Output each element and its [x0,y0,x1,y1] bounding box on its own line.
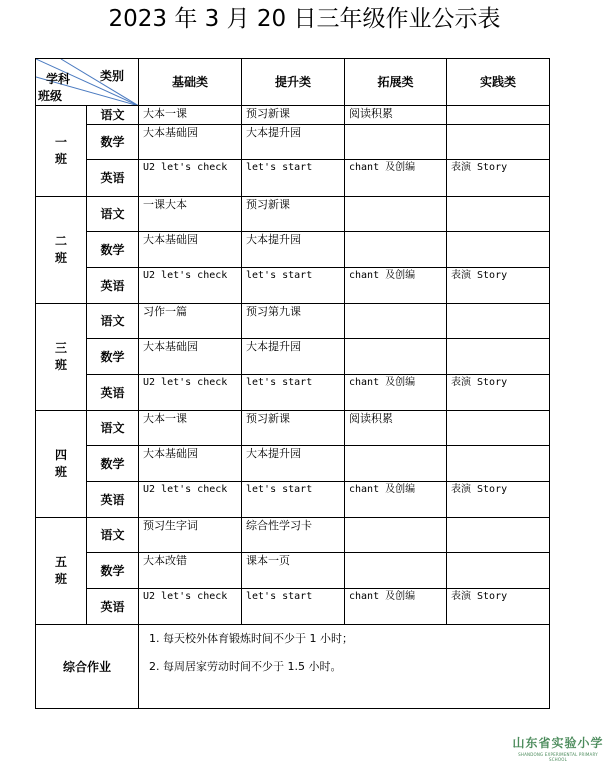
column-header-practice: 实践类 [447,59,550,106]
class-name-line1: 五 [54,555,67,569]
homework-cell [447,106,550,125]
homework-cell: 大本基础园 [139,125,242,160]
subject-cell: 英语 [87,160,139,197]
homework-cell: U2 let's check [139,268,242,304]
homework-cell: 表演 Story [447,482,550,518]
homework-cell: 阅读积累 [345,411,447,446]
homework-cell [345,553,447,589]
homework-cell: 大本提升园 [242,339,345,375]
table-row [36,125,550,160]
header-row [36,59,550,106]
subject-cell: 数学 [87,446,139,482]
class-name-line2: 班 [54,358,67,372]
table-row [36,232,550,268]
homework-cell: 习作一篇 [139,304,242,339]
homework-cell: let's start [242,160,345,197]
homework-cell: chant 及创编 [345,160,447,197]
homework-cell: 表演 Story [447,375,550,411]
homework-cell [447,446,550,482]
homework-cell [447,304,550,339]
class-name-cell [36,197,87,304]
homework-cell: 课本一页 [242,553,345,589]
subject-cell: 语文 [87,106,139,125]
column-header-improve: 提升类 [242,59,345,106]
table-row [36,268,550,304]
column-header-extend: 拓展类 [345,59,447,106]
homework-cell: 预习新课 [242,411,345,446]
table-row [36,553,550,589]
class-name-cell [36,304,87,411]
school-logo-text: 山东省实验小学 [512,736,604,750]
column-header-basic: 基础类 [139,59,242,106]
summary-content [139,625,550,709]
table-row [36,411,550,446]
summary-item: 1. 每天校外体育锻炼时间不少于 1 小时； [149,632,353,645]
homework-cell [345,197,447,232]
page-title: 2023 年 3 月 20 日三年级作业公示表 [108,6,501,32]
homework-cell [447,411,550,446]
homework-cell: 大本改错 [139,553,242,589]
homework-cell: chant 及创编 [345,268,447,304]
corner-cell [36,59,139,106]
subject-cell: 语文 [87,411,139,446]
homework-cell: 阅读积累 [345,106,447,125]
homework-cell: let's start [242,589,345,625]
homework-cell: 预习新课 [242,106,345,125]
homework-cell: chant 及创编 [345,482,447,518]
subject-cell: 英语 [87,375,139,411]
homework-cell: U2 let's check [139,375,242,411]
subject-cell: 语文 [87,197,139,232]
class-name-cell [36,411,87,518]
subject-cell: 英语 [87,268,139,304]
table-row [36,518,550,553]
table-body [36,59,550,709]
homework-cell: let's start [242,375,345,411]
homework-cell [447,518,550,553]
homework-cell [345,446,447,482]
homework-cell: 表演 Story [447,589,550,625]
table-row [36,589,550,625]
category-label: 类别 [100,69,125,83]
subject-label: 学科 [46,72,71,86]
subject-cell: 数学 [87,232,139,268]
homework-cell: 大本一课 [139,106,242,125]
table-row [36,339,550,375]
homework-cell: 大本提升园 [242,446,345,482]
summary-label: 综合作业 [36,625,139,709]
homework-cell: U2 let's check [139,482,242,518]
homework-cell: 预习新课 [242,197,345,232]
homework-cell [345,125,447,160]
homework-cell [447,339,550,375]
homework-cell: 大本基础园 [139,232,242,268]
table-row [36,482,550,518]
homework-cell: 预习第九课 [242,304,345,339]
homework-cell: 表演 Story [447,160,550,197]
homework-cell [447,553,550,589]
homework-cell [345,304,447,339]
homework-cell [345,339,447,375]
table-row [36,375,550,411]
summary-item: 2. 每周居家劳动时间不少于 1.5 小时。 [149,660,342,673]
class-name-line2: 班 [54,572,67,586]
homework-cell: 综合性学习卡 [242,518,345,553]
homework-cell: U2 let's check [139,160,242,197]
subject-cell: 英语 [87,482,139,518]
class-name-line1: 二 [54,234,67,248]
homework-cell [447,197,550,232]
class-name-line1: 三 [54,341,67,355]
school-logo-english: SHANDONG EXPERIMENTAL PRIMARY SCHOOL [518,752,598,762]
homework-cell [345,518,447,553]
class-name-line2: 班 [54,465,67,479]
homework-cell: 预习生字词 [139,518,242,553]
homework-cell: chant 及创编 [345,589,447,625]
homework-cell: 大本基础园 [139,339,242,375]
table-row [36,446,550,482]
class-name-line1: 一 [54,135,67,149]
class-name-line2: 班 [54,251,67,265]
homework-cell: 一课大本 [139,197,242,232]
subject-cell: 语文 [87,518,139,553]
subject-cell: 数学 [87,553,139,589]
class-name-line1: 四 [54,448,67,462]
class-label: 班级 [38,89,63,103]
homework-cell: chant 及创编 [345,375,447,411]
homework-cell: U2 let's check [139,589,242,625]
homework-cell: let's start [242,482,345,518]
homework-cell: 大本基础园 [139,446,242,482]
homework-cell [447,125,550,160]
homework-cell [447,232,550,268]
school-logo [510,734,606,762]
table-row [36,304,550,339]
subject-cell: 数学 [87,339,139,375]
homework-table [35,58,550,709]
subject-cell: 数学 [87,125,139,160]
class-name-cell [36,106,87,197]
homework-cell [345,232,447,268]
table-row [36,106,550,125]
table-row [36,160,550,197]
class-name-line2: 班 [54,152,67,166]
class-name-cell [36,518,87,625]
homework-cell: let's start [242,268,345,304]
homework-cell: 表演 Story [447,268,550,304]
homework-cell: 大本一课 [139,411,242,446]
table-row [36,197,550,232]
homework-cell: 大本提升园 [242,232,345,268]
subject-cell: 语文 [87,304,139,339]
subject-cell: 英语 [87,589,139,625]
summary-row [36,625,550,709]
homework-cell: 大本提升园 [242,125,345,160]
